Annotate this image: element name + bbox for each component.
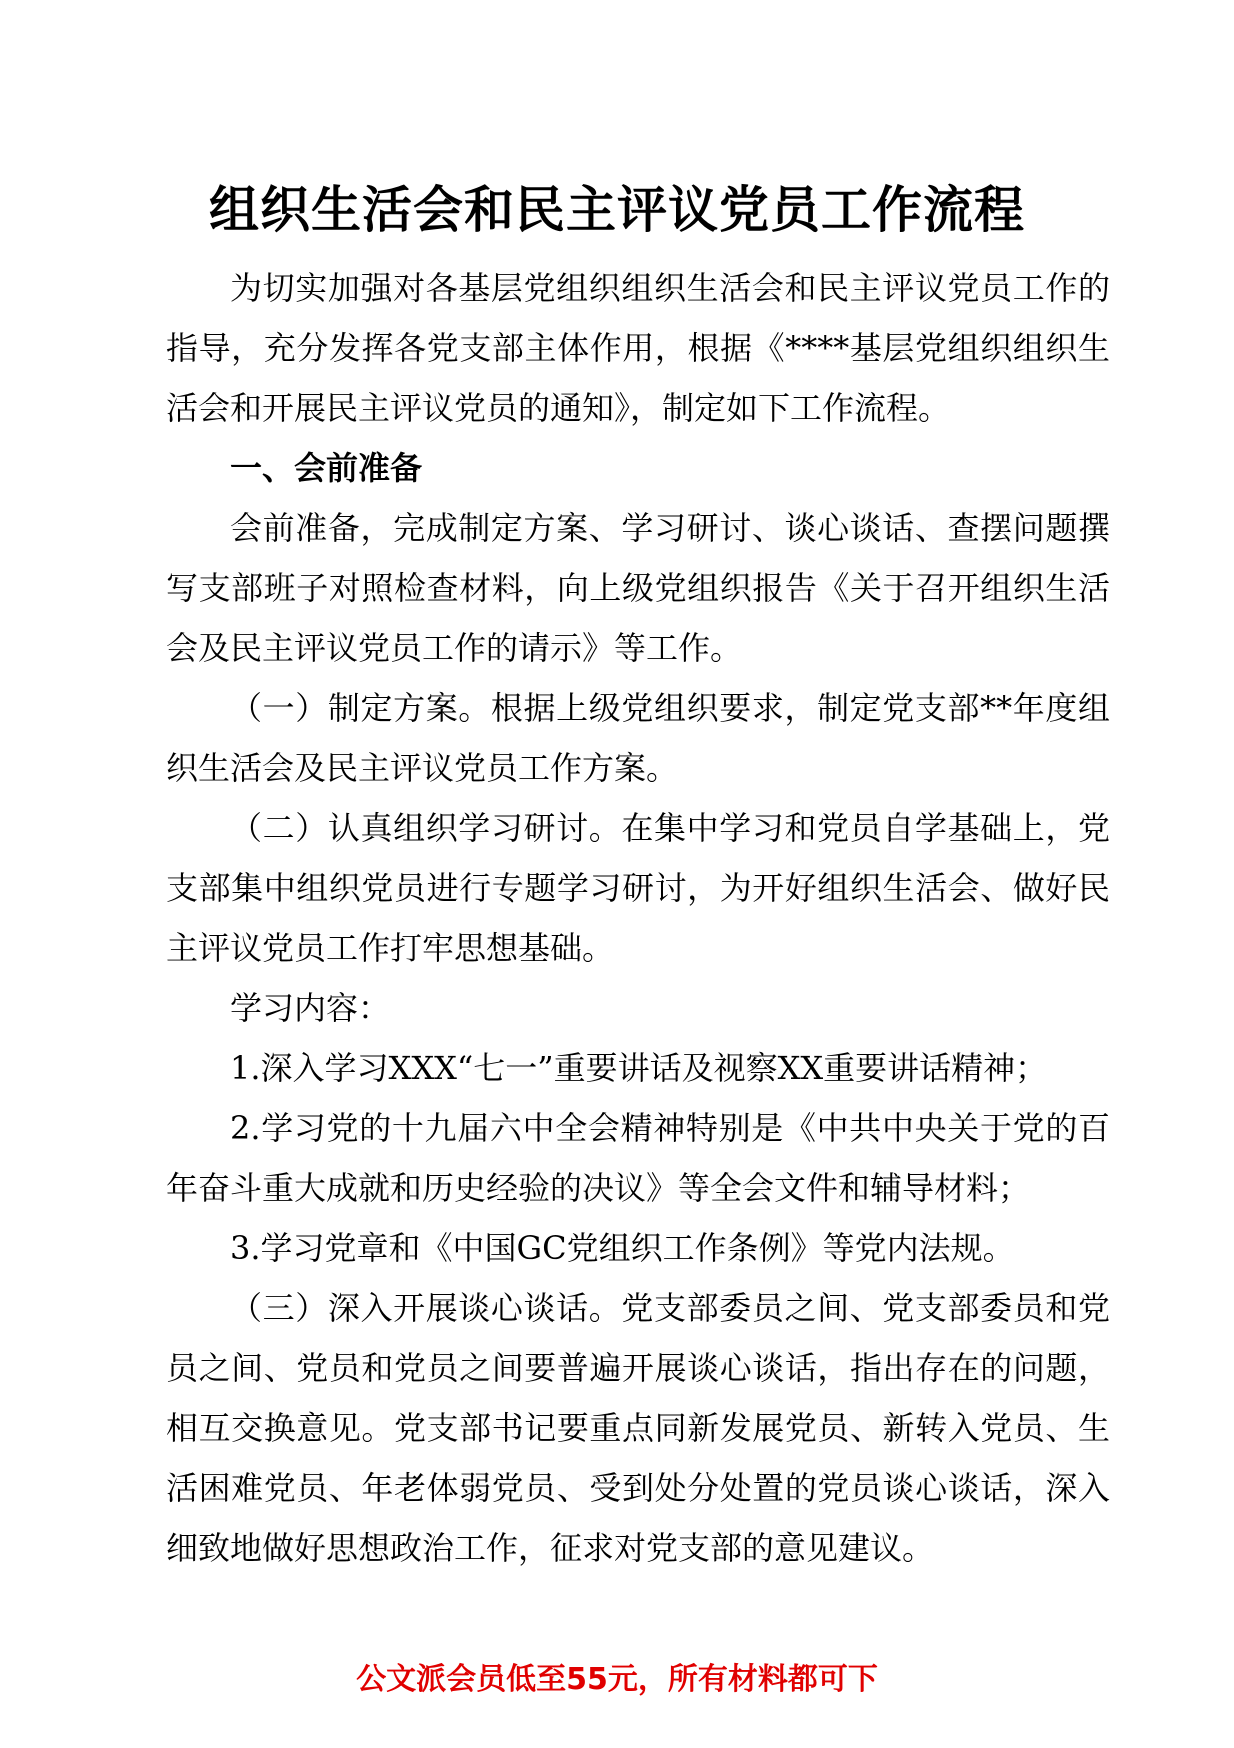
paragraph: （三）深入开展谈心谈话。党支部委员之间、党支部委员和党员之间、党员和党员之间要普遍开展谈心谈话，指出存在的问题，相互交换意见。党支部书记要重点同新发展党员、新转入党员、生活困难党员、年老体弱党员、受到处分处置的党员谈心谈话，深入细致地做好思想政治工作，征求对党支部的意见建议。	[166, 1289, 1110, 1567]
list-item: 3.学习党章和《中国GC党组织工作条例》等党内法规。	[230, 1229, 1015, 1267]
paragraph-intro: 为切实加强对各基层党组织组织生活会和民主评议党员工作的指导，充分发挥各党支部主体作用，根据《****基层党组织组织生活会和开展民主评议党员的通知》，制定如下工作流程。	[166, 269, 1110, 427]
list-item: 2.学习党的十九届六中全会精神特别是《中共中央关于党的百年奋斗重大成就和历史经验的决议》等全会文件和辅导材料；	[166, 1109, 1110, 1207]
footer-banner: 公文派会员低至55元，所有材料都可下	[356, 1662, 878, 1697]
list-item: 1.深入学习XXX“七一”重要讲话及视察XX重要讲话精神；	[230, 1049, 1048, 1087]
section-heading: 一、会前准备	[230, 449, 423, 487]
document-title: 组织生活会和民主评议党员工作流程	[209, 181, 1025, 239]
paragraph: 学习内容：	[230, 989, 391, 1027]
paragraph: （二）认真组织学习研讨。在集中学习和党员自学基础上，党支部集中组织党员进行专题学习研讨，为开好组织生活会、做好民主评议党员工作打牢思想基础。	[166, 809, 1110, 967]
paragraph: （一）制定方案。根据上级党组织要求，制定党支部**年度组织生活会及民主评议党员工作方案。	[166, 689, 1110, 787]
paragraph: 会前准备，完成制定方案、学习研讨、谈心谈话、查摆问题撰写支部班子对照检查材料，向上级党组织报告《关于召开组织生活会及民主评议党员工作的请示》等工作。	[166, 509, 1110, 667]
document-body	[166, 258, 1110, 1578]
